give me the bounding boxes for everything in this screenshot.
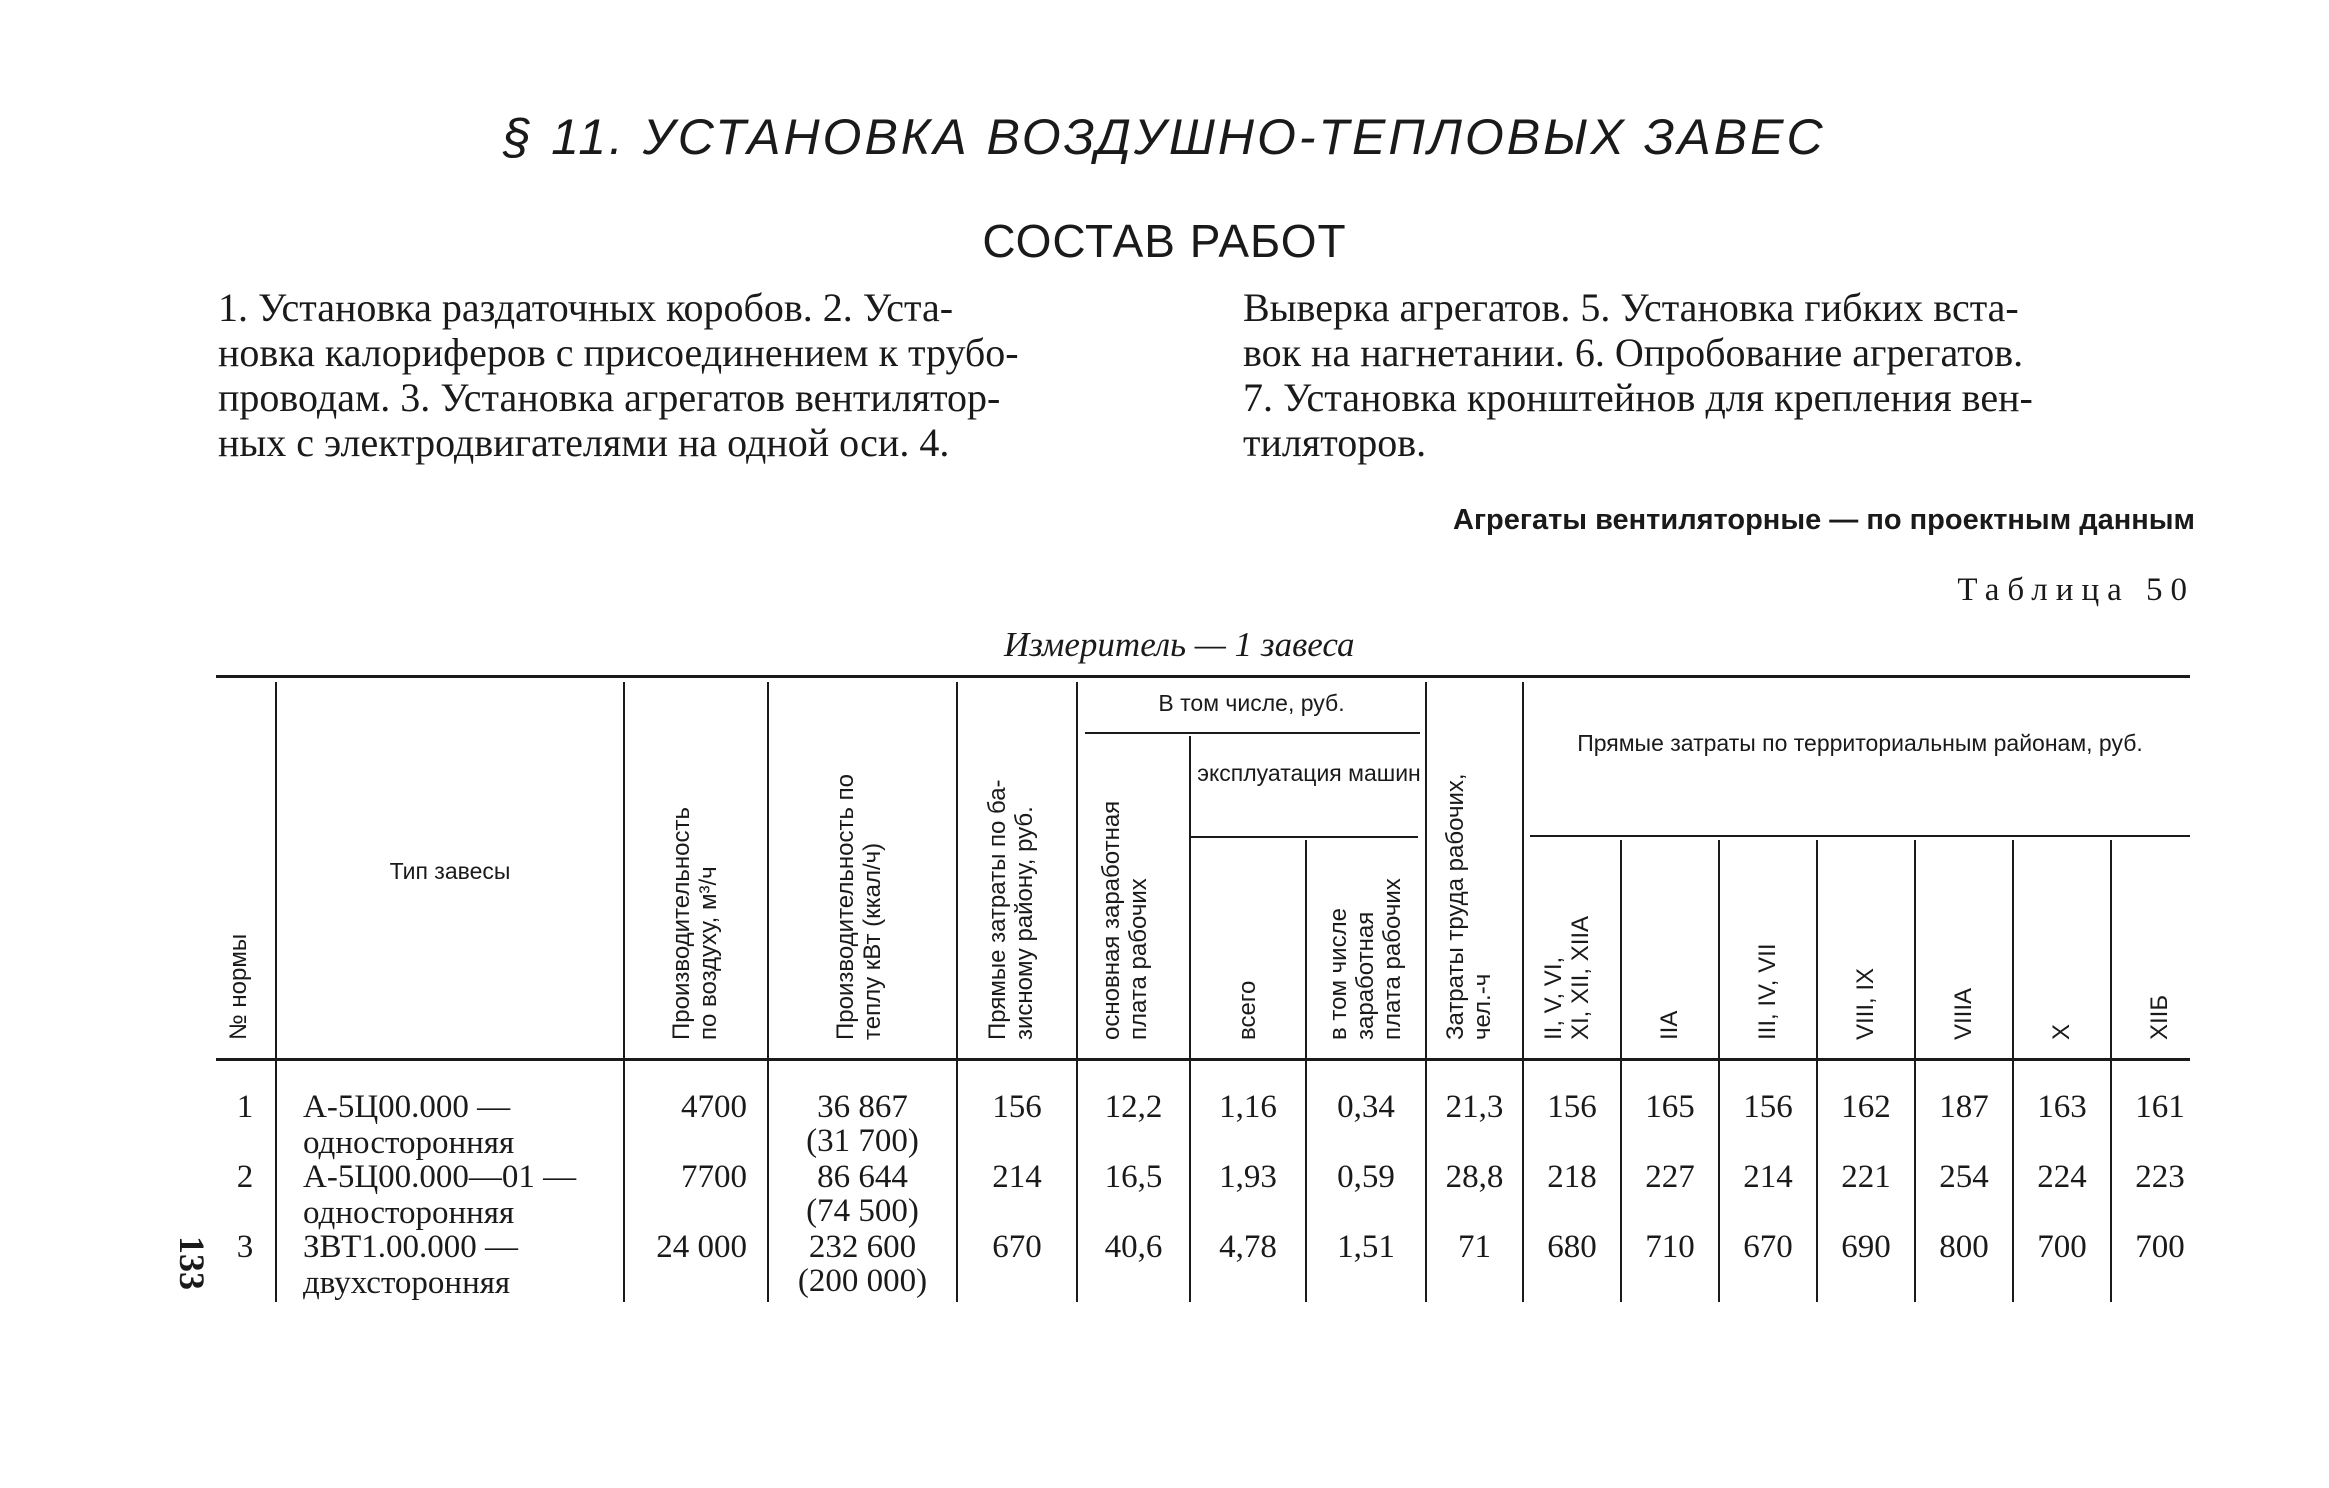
text-line: новка калориферов с присоединением к трубо- <box>218 330 1019 375</box>
header-direct: Прямые затраты по ба- зисному району, руб. <box>984 779 1038 1040</box>
cell-type: двухсторонняя <box>303 1265 511 1301</box>
header-regions-title: Прямые затраты по территориальным районам, руб. <box>1577 730 2143 756</box>
header-heat: Производительность по теплу кВт (ккал/ч) <box>832 774 886 1040</box>
cell-region: 700 <box>2037 1229 2087 1265</box>
cell-type: односторонняя <box>303 1195 515 1231</box>
cell-region: 156 <box>1743 1089 1793 1125</box>
cell-region: 670 <box>1743 1229 1793 1265</box>
aggregates-note: Агрегаты вентиляторные — по проектным данным <box>1453 504 2195 536</box>
cell-wage: 16,5 <box>1104 1159 1163 1195</box>
cell-wage: 12,2 <box>1104 1089 1163 1125</box>
header-type: Тип завесы <box>389 858 511 884</box>
cell-type: А-5Ц00.000—01 — <box>303 1159 577 1195</box>
header-region: VIIIA <box>1950 987 1977 1040</box>
header-region: VIII, IX <box>1852 967 1879 1040</box>
col-divider <box>1522 682 1524 1302</box>
header-region: IIA <box>1656 1010 1683 1040</box>
cell-labor: 71 <box>1458 1229 1491 1265</box>
col-divider <box>1076 682 1078 1302</box>
incl-subrule <box>1085 732 1420 734</box>
cell-heat: (74 500) <box>806 1193 919 1229</box>
text-line: вок на нагнетании. 6. Опробование агрегатов. <box>1243 330 2024 375</box>
cell-direct: 670 <box>992 1229 1042 1265</box>
header-region: XIIБ <box>2146 994 2173 1040</box>
cell-machines-total: 4,78 <box>1219 1229 1277 1265</box>
header-norm: № нормы <box>225 933 252 1040</box>
cell-region: 165 <box>1645 1089 1695 1125</box>
table-top-rule <box>216 675 2190 678</box>
text-line: 1. Установка раздаточных коробов. 2. Уста- <box>218 285 954 330</box>
cell-heat: (31 700) <box>806 1123 919 1159</box>
col-divider <box>1189 736 1191 1302</box>
col-divider <box>275 682 277 1302</box>
cell-region: 227 <box>1645 1159 1695 1195</box>
cell-region: 162 <box>1841 1089 1891 1125</box>
cell-machines-wage: 0,59 <box>1337 1159 1395 1195</box>
cell-labor: 21,3 <box>1445 1089 1504 1125</box>
header-region: X <box>2048 1023 2075 1040</box>
cell-type: ЗВТ1.00.000 — <box>303 1229 519 1265</box>
header-total: всего <box>1234 980 1261 1040</box>
text-line: 7. Установка кронштейнов для крепления вен- <box>1243 375 2033 420</box>
cell-region: 218 <box>1547 1159 1597 1195</box>
header-machines: эксплуатация машин <box>1197 760 1421 786</box>
col-divider <box>1425 682 1427 1302</box>
cell-region: 187 <box>1939 1089 1989 1125</box>
cell-region: 700 <box>2135 1229 2185 1265</box>
section-title: § 11. УСТАНОВКА ВОЗДУШНО-ТЕПЛОВЫХ ЗАВЕС <box>503 109 1826 165</box>
cell-region: 156 <box>1547 1089 1597 1125</box>
section-subtitle: СОСТАВ РАБОТ <box>982 215 1347 267</box>
cell-region: 680 <box>1547 1229 1597 1265</box>
header-incl-wage: в том числе заработная плата рабочих <box>1325 878 1406 1040</box>
cell-region: 710 <box>1645 1229 1695 1265</box>
cell-direct: 156 <box>992 1089 1042 1125</box>
header-incl: В том числе, руб. <box>1158 690 1345 716</box>
cell-heat: 232 600 <box>808 1229 917 1265</box>
cell-machines-total: 1,93 <box>1219 1159 1277 1195</box>
cell-machines-wage: 0,34 <box>1337 1089 1395 1125</box>
cell-region: 690 <box>1841 1229 1891 1265</box>
cell-region: 214 <box>1743 1159 1793 1195</box>
header-wage: основная заработная плата рабочих <box>1098 800 1152 1040</box>
work-list-right <box>1243 285 2033 465</box>
cell-region: 254 <box>1939 1159 1989 1195</box>
cell-region: 163 <box>2037 1089 2087 1125</box>
cell-num: 1 <box>236 1089 254 1125</box>
cell-region: 221 <box>1841 1159 1891 1195</box>
page-number: 133 <box>172 1236 212 1290</box>
col-divider <box>956 682 958 1302</box>
cell-num: 2 <box>236 1159 254 1195</box>
header-labor: Затраты труда рабочих, чел.-ч <box>1442 773 1496 1040</box>
cell-wage: 40,6 <box>1104 1229 1163 1265</box>
work-list-left <box>218 285 1019 465</box>
cell-heat: 36 867 <box>817 1089 908 1125</box>
cell-region: 800 <box>1939 1229 1989 1265</box>
regions-subrule <box>1530 835 2190 837</box>
header-region: III, IV, VII <box>1754 943 1781 1040</box>
header-region: II, V, VI, XI, XII, XIIA <box>1540 915 1594 1040</box>
machines-subrule <box>1190 836 1418 838</box>
cell-labor: 28,8 <box>1445 1159 1504 1195</box>
text-line: ных с электродвигателями на одной оси. 4. <box>218 420 950 465</box>
cell-region: 223 <box>2135 1159 2185 1195</box>
header-air: Производительность по воздуху, м³/ч <box>668 807 722 1040</box>
cell-machines-wage: 1,51 <box>1337 1229 1395 1265</box>
cell-type: А-5Ц00.000 — <box>303 1089 511 1125</box>
cell-region: 161 <box>2135 1089 2185 1125</box>
cell-air: 7700 <box>681 1159 747 1195</box>
cell-direct: 214 <box>992 1159 1042 1195</box>
col-divider <box>623 682 625 1302</box>
cell-region: 224 <box>2037 1159 2087 1195</box>
table-number: Таблица 50 <box>1957 572 2195 608</box>
cell-heat: 86 644 <box>817 1159 908 1195</box>
text-line: Выверка агрегатов. 5. Установка гибких вста- <box>1243 285 2019 330</box>
cell-heat: (200 000) <box>797 1263 928 1299</box>
cell-air: 4700 <box>681 1089 747 1125</box>
cell-machines-total: 1,16 <box>1219 1089 1277 1125</box>
cell-type: односторонняя <box>303 1125 515 1161</box>
table-header-rule <box>216 1058 2190 1061</box>
cell-num: 3 <box>236 1229 254 1265</box>
text-line: тиляторов. <box>1243 420 1427 465</box>
measure-unit: Измеритель — 1 завеса <box>1004 625 1355 664</box>
text-line: проводам. 3. Установка агрегатов вентилятор- <box>218 375 1001 420</box>
cell-air: 24 000 <box>656 1229 747 1265</box>
